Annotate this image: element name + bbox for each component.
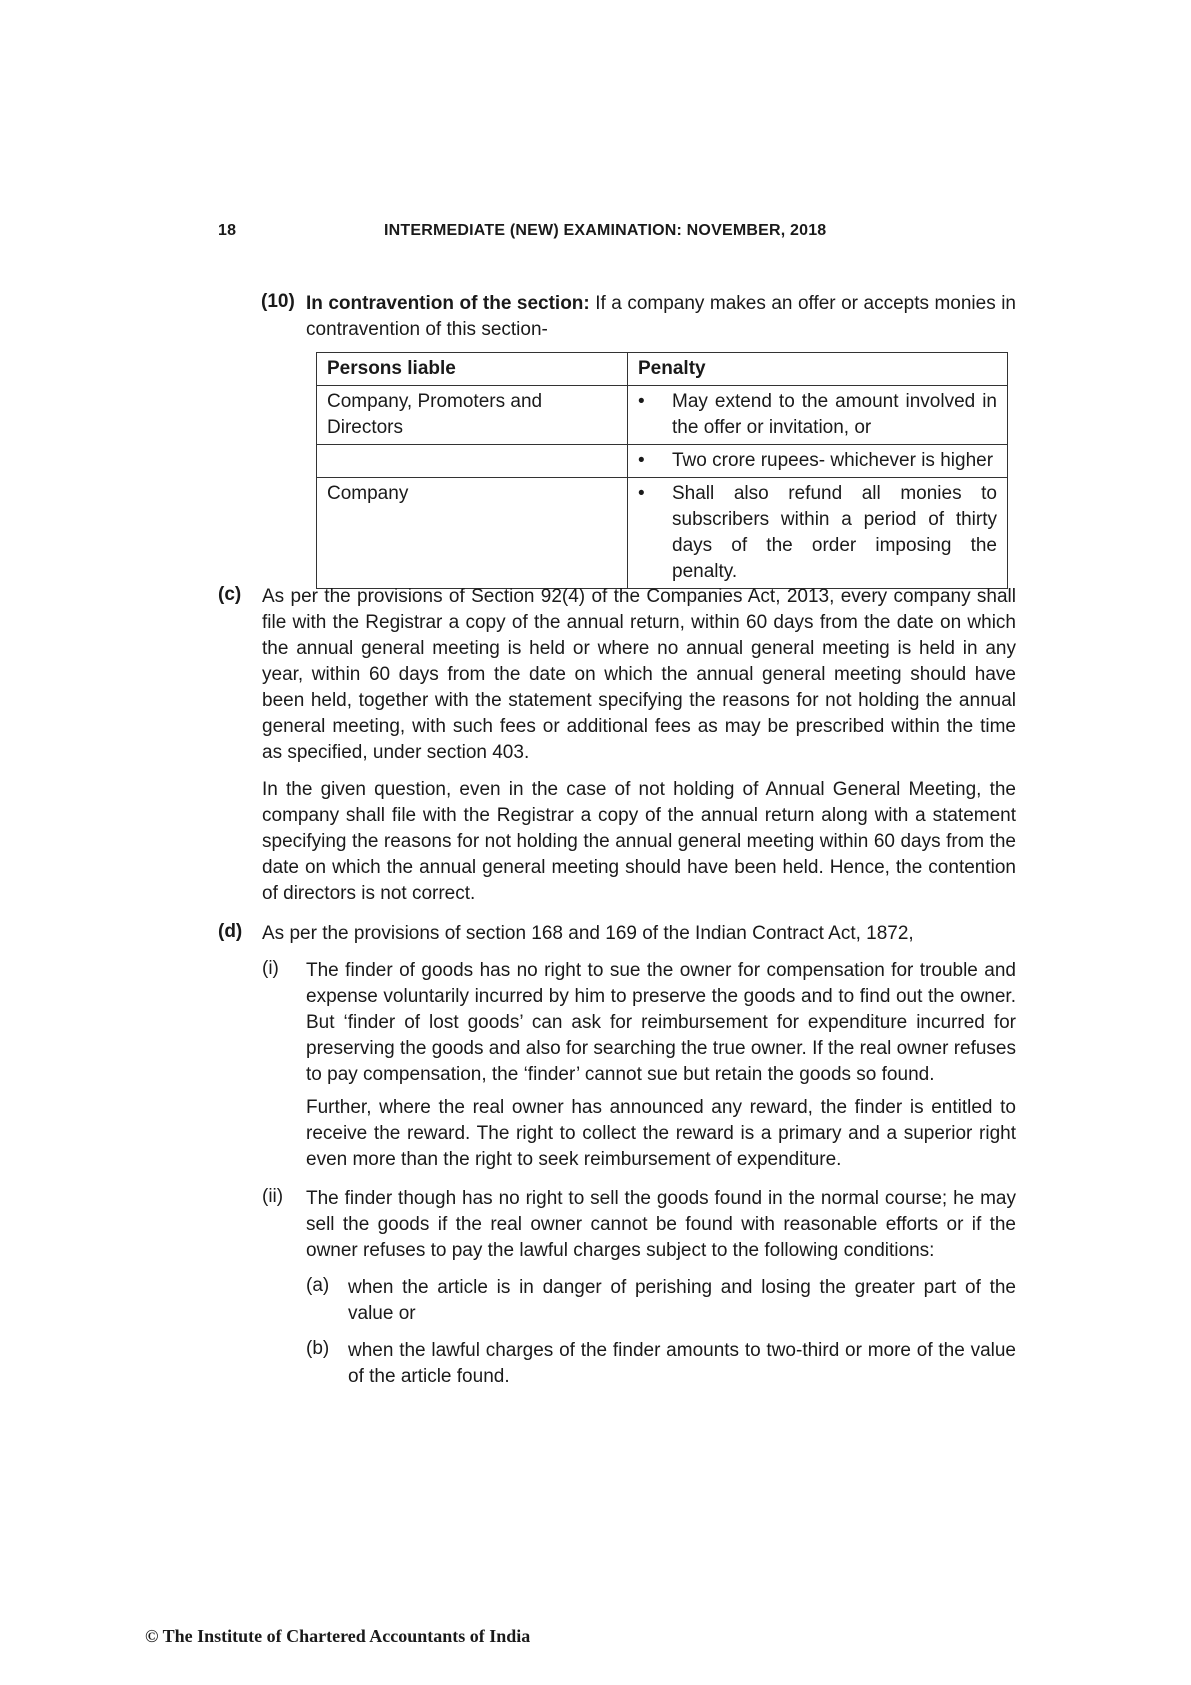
condition-b-label: (b) bbox=[306, 1338, 330, 1359]
table-cell-penalty bbox=[628, 386, 1008, 445]
table-header-row bbox=[317, 353, 1008, 386]
section-c-paragraph-1: As per the provisions of Section 92(4) of the Companies Act, 2013, every company shall file with the Registrar a copy of the annual return, within 60 days from the date on which the annual general meeting is held or where no annual general meeting is held in any year, within 60 days from the date on which the annual general meeting should have been held, together with the statement specifying the reasons for not holding the annual general meeting, with such fees or additional fees as may be prescribed within the time as specified, under section 403. bbox=[262, 586, 1016, 763]
penalty-table bbox=[316, 352, 1008, 589]
table-header-persons-liable: Persons liable bbox=[317, 353, 628, 386]
section-d-i-paragraph-1: The finder of goods has no right to sue the owner for compensation for trouble and expense voluntarily incurred by him to preserve the goods and to find out the owner. But ‘finder of lost goods’ can ask for reimbursement for expenditure incurred for preserving the goods and also for searching the true owner. If the real owner refuses to pay compensation, the ‘finder’ cannot sue but retain the goods so found. bbox=[306, 960, 1016, 1085]
bullet-icon: • bbox=[638, 391, 645, 412]
condition-b-text: when the lawful charges of the finder amounts to two-third or more of the value of the article found. bbox=[348, 1340, 1016, 1387]
section-d-intro: As per the provisions of section 168 and 169 of the Indian Contract Act, 1872, bbox=[262, 923, 914, 944]
table-cell-penalty bbox=[628, 445, 1008, 478]
table-row bbox=[317, 478, 1008, 589]
item-10-number: (10) bbox=[261, 291, 295, 312]
section-d-i-label: (i) bbox=[262, 958, 279, 979]
penalty-text: May extend to the amount involved in the offer or invitation, or bbox=[672, 391, 997, 438]
section-c-paragraph-2: In the given question, even in the case of not holding of Annual General Meeting, the company shall file with the Registrar a copy of the annual return along with a statement specifying the reasons for not holding the annual general meeting within 60 days from the date on which the annual general meeting should have been held. Hence, the contention of directors is not correct. bbox=[262, 779, 1016, 904]
page-header-title: INTERMEDIATE (NEW) EXAMINATION: NOVEMBER, 2018 bbox=[384, 222, 827, 239]
bullet-icon: • bbox=[638, 450, 645, 471]
item-10-paragraph bbox=[306, 291, 1016, 343]
table-cell-penalty bbox=[628, 478, 1008, 589]
bullet-icon: • bbox=[638, 483, 645, 504]
table-cell-person bbox=[317, 445, 628, 478]
table-cell-person: Company, Promoters and Directors bbox=[317, 386, 628, 445]
item-10-heading: In contravention of the section: bbox=[306, 293, 590, 314]
footer-copyright: © The Institute of Chartered Accountants of India bbox=[145, 1626, 531, 1646]
page-number: 18 bbox=[218, 222, 237, 239]
section-d-i-paragraph-2: Further, where the real owner has announced any reward, the finder is entitled to receive the reward. The right to collect the reward is a primary and a superior right even more than the right to seek reimbursement of expenditure. bbox=[306, 1097, 1016, 1170]
section-d-ii-label: (ii) bbox=[262, 1186, 284, 1207]
condition-a-text: when the article is in danger of perishing and losing the greater part of the value or bbox=[348, 1277, 1016, 1324]
condition-a-label: (a) bbox=[306, 1275, 330, 1296]
section-c-label: (c) bbox=[218, 584, 242, 605]
table-header-penalty: Penalty bbox=[628, 353, 1008, 386]
section-d-label: (d) bbox=[218, 921, 243, 942]
penalty-text: Two crore rupees- whichever is higher bbox=[672, 450, 994, 471]
section-d-ii-paragraph: The finder though has no right to sell the goods found in the normal course; he may sell the goods if the real owner cannot be found with reasonable efforts or if the owner refuses to pay the lawful charges subject to the following conditions: bbox=[306, 1188, 1016, 1261]
penalty-text: Shall also refund all monies to subscribers within a period of thirty days of the order imposing the penalty. bbox=[672, 483, 997, 582]
table-cell-person: Company bbox=[317, 478, 628, 589]
table-row bbox=[317, 445, 1008, 478]
table-row bbox=[317, 386, 1008, 445]
item-10-text: If a company makes an offer or accepts monies in contravention of this section- bbox=[306, 293, 1016, 340]
